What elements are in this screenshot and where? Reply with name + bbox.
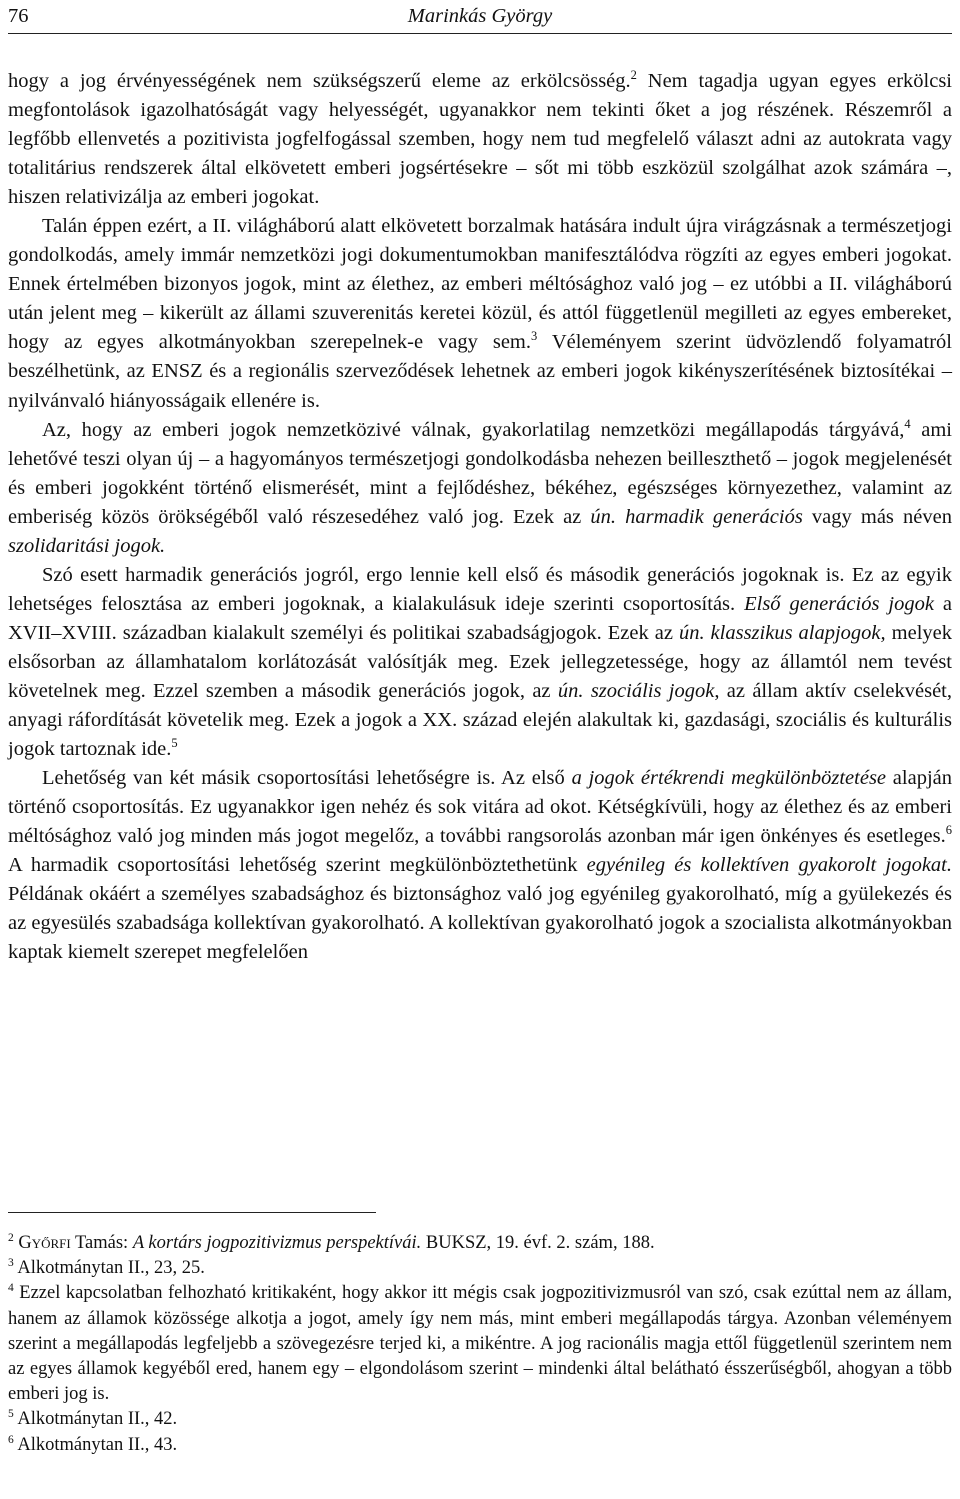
footnote-5: $^5$ Alkotmánytan II., 42. [8,1408,178,1430]
footnote-4: $^4$ Ezzel kapcsolatban felhozható kritikaként, hogy akkor itt mégis csak jogpozitivizmusról van szó, csak ezúttal nem az állam, hanem az államok közössége alkotja a jogot, amely így nem más, mint emberi megállapodás tárgya. Azonban véleményem szerint a megállapodás legfeljebb a szövegezésre terjed ki, a mikéntre. A jog racionális magja ettől függetlenül szerintem nem az egyes államok kegyéből ered, hanem egy – elgondolásom szerint – mindenki által belátható ésszerűségből, ahogyan a több emberi jog is. [8,1282,952,1405]
footnote-ref-6[interactable]: 6 [945,823,952,838]
page-number: 76 [8,5,29,27]
footnote-ref-3[interactable]: 3 [531,329,538,344]
footnotes [8,1231,952,1458]
paragraph-3: Az, hogy az emberi jogok nemzetközivé válnak, gyakorlatilag nemzetközi megállapodás tárgyává,$^4$ ami lehetővé teszi olyan új – a hagyományos természetjogi gondolkodásba nehezen beilleszthető – jogok megjelenését és emberi jogokként történő elismerését, mint a fejlődéshez, békéhez, egészséges környezethez, valamint az emberiség közös örökségéből való részesedéhez való jog. Ezek az ún. harmadik generációs vagy más néven szolidaritási jogok. [8,416,952,557]
footnote-ref-4[interactable]: 4 [904,416,911,431]
footnote-ref-2[interactable]: 2 [630,68,637,82]
footnote-6: $^6$ Alkotmánytan II., 43. [8,1433,178,1455]
footnote-2: $^2$ Győrfi Tamás: A kortárs jogpozitivizmus perspektívái. BUKSZ, 19. évf. 2. szám, 188. [8,1232,655,1253]
running-head-author: Marinkás György [407,5,553,27]
paragraph-1: hogy a jog érvényességének nem szükségszerű eleme az erkölcsösség.$^2$ Nem tagadja ugyan egyes erkölcsi megfontolások igazolhatóságát vagy helyességét, ugyanakkor nem tekinti őket a jog részének. Részemről a legfőbb ellenvetés a pozitivista jogfelfogással szemben, hogy nem tud megfelelő választ adni az autokrata vagy totalitárius rendszerek által elkövetett emberi jogsértésekre – sőt mi több eszközül szolgálhat azok számára –, hiszen relativizálja az emberi jogokat. [8,68,952,209]
paragraph-4: Szó esett harmadik generációs jogról, ergo lennie kell első és második generációs jogoknak is. Ez az egyik lehetséges felosztása az emberi jogoknak, a kialakulásuk ideje szerinti csoportosítás. Első generációs jogok a XVII–XVIII. században kialakult személyi és politikai szabadságjogok. Ezek az ún. klasszikus alapjogok, melyek elsősorban az államhatalom korlátozását valósítják meg. Ezek jellegzetessége, hogy az államtól nem tevést követelnek meg. Ezzel szemben a második generációs jogok, az ún. szociális jogok, az állam aktív cselekvését, anyagi ráfordítását követelik meg. Ezek a jogok a XX. század elején alakultak ki, gazdasági, szociális és kulturális jogok tartoznak ide.$^5$ [8,563,952,761]
paragraph-2: Talán éppen ezért, a II. világháború alatt elkövetett borzalmak hatására indult újra virágzásnak a természetjogi gondolkodás, amely immár nemzetközi jogi dokumentumokban manifesztálódva rögzíti az egyes emberi jogokat. Ennek értelmében bizonyos jogok, mint az élethez, az emberi méltósághoz való jog – ez utóbbi a II. világháború után jelent meg – kikerült az állami szuverenitás keretei közül, és attól függetlenül megilleti az egyes embereket, hogy az egyes alkotmányokban szerepelnek-e vagy sem.$^3$ Véleményem szerint üdvözlendő folyamatról beszélhetünk, az ENSZ és a regionális szerveződések lehetnek az emberi jogok kikényszerítésének biztosítékai – nyilvánvaló hiányosságaik ellenére is. [8,215,952,412]
footnote-separator [8,1212,376,1213]
footnote-3: $^3$ Alkotmánytan II., 23, 25. [8,1257,205,1279]
document-page [8,0,953,1455]
paragraph-5: Lehetőség van két másik csoportosítási lehetőségre is. Az első a jogok értékrendi megkülönböztetése alapján történő csoportosítás. Ez ugyanakkor igen nehéz és sok vitára ad okot. Kétségkívüli, hogy az élethez és az emberi méltósághoz való jog minden más jogot megelőz, a további rangsorolás azonban már igen önkényes és esetleges.$^6$ A harmadik csoportosítási lehetőség szerint megkülönböztethetünk egyénileg és kollektíven gyakorolt jogokat. Példának okáért a személyes szabadsághoz és biztonsághoz való jog egyénileg gyakorolható, míg a gyülekezés és az egyesülés szabadsága kollektívan gyakorolható. A kollektívan gyakorolható jogok a szocialista alkotmányokban kaptak kiemelt szerepet megfelelően [8,767,953,964]
body-text [8,67,952,967]
footnote-ref-5[interactable]: 5 [171,736,178,751]
page-header [8,0,952,34]
footnote-author: Győrfi [18,1233,71,1253]
